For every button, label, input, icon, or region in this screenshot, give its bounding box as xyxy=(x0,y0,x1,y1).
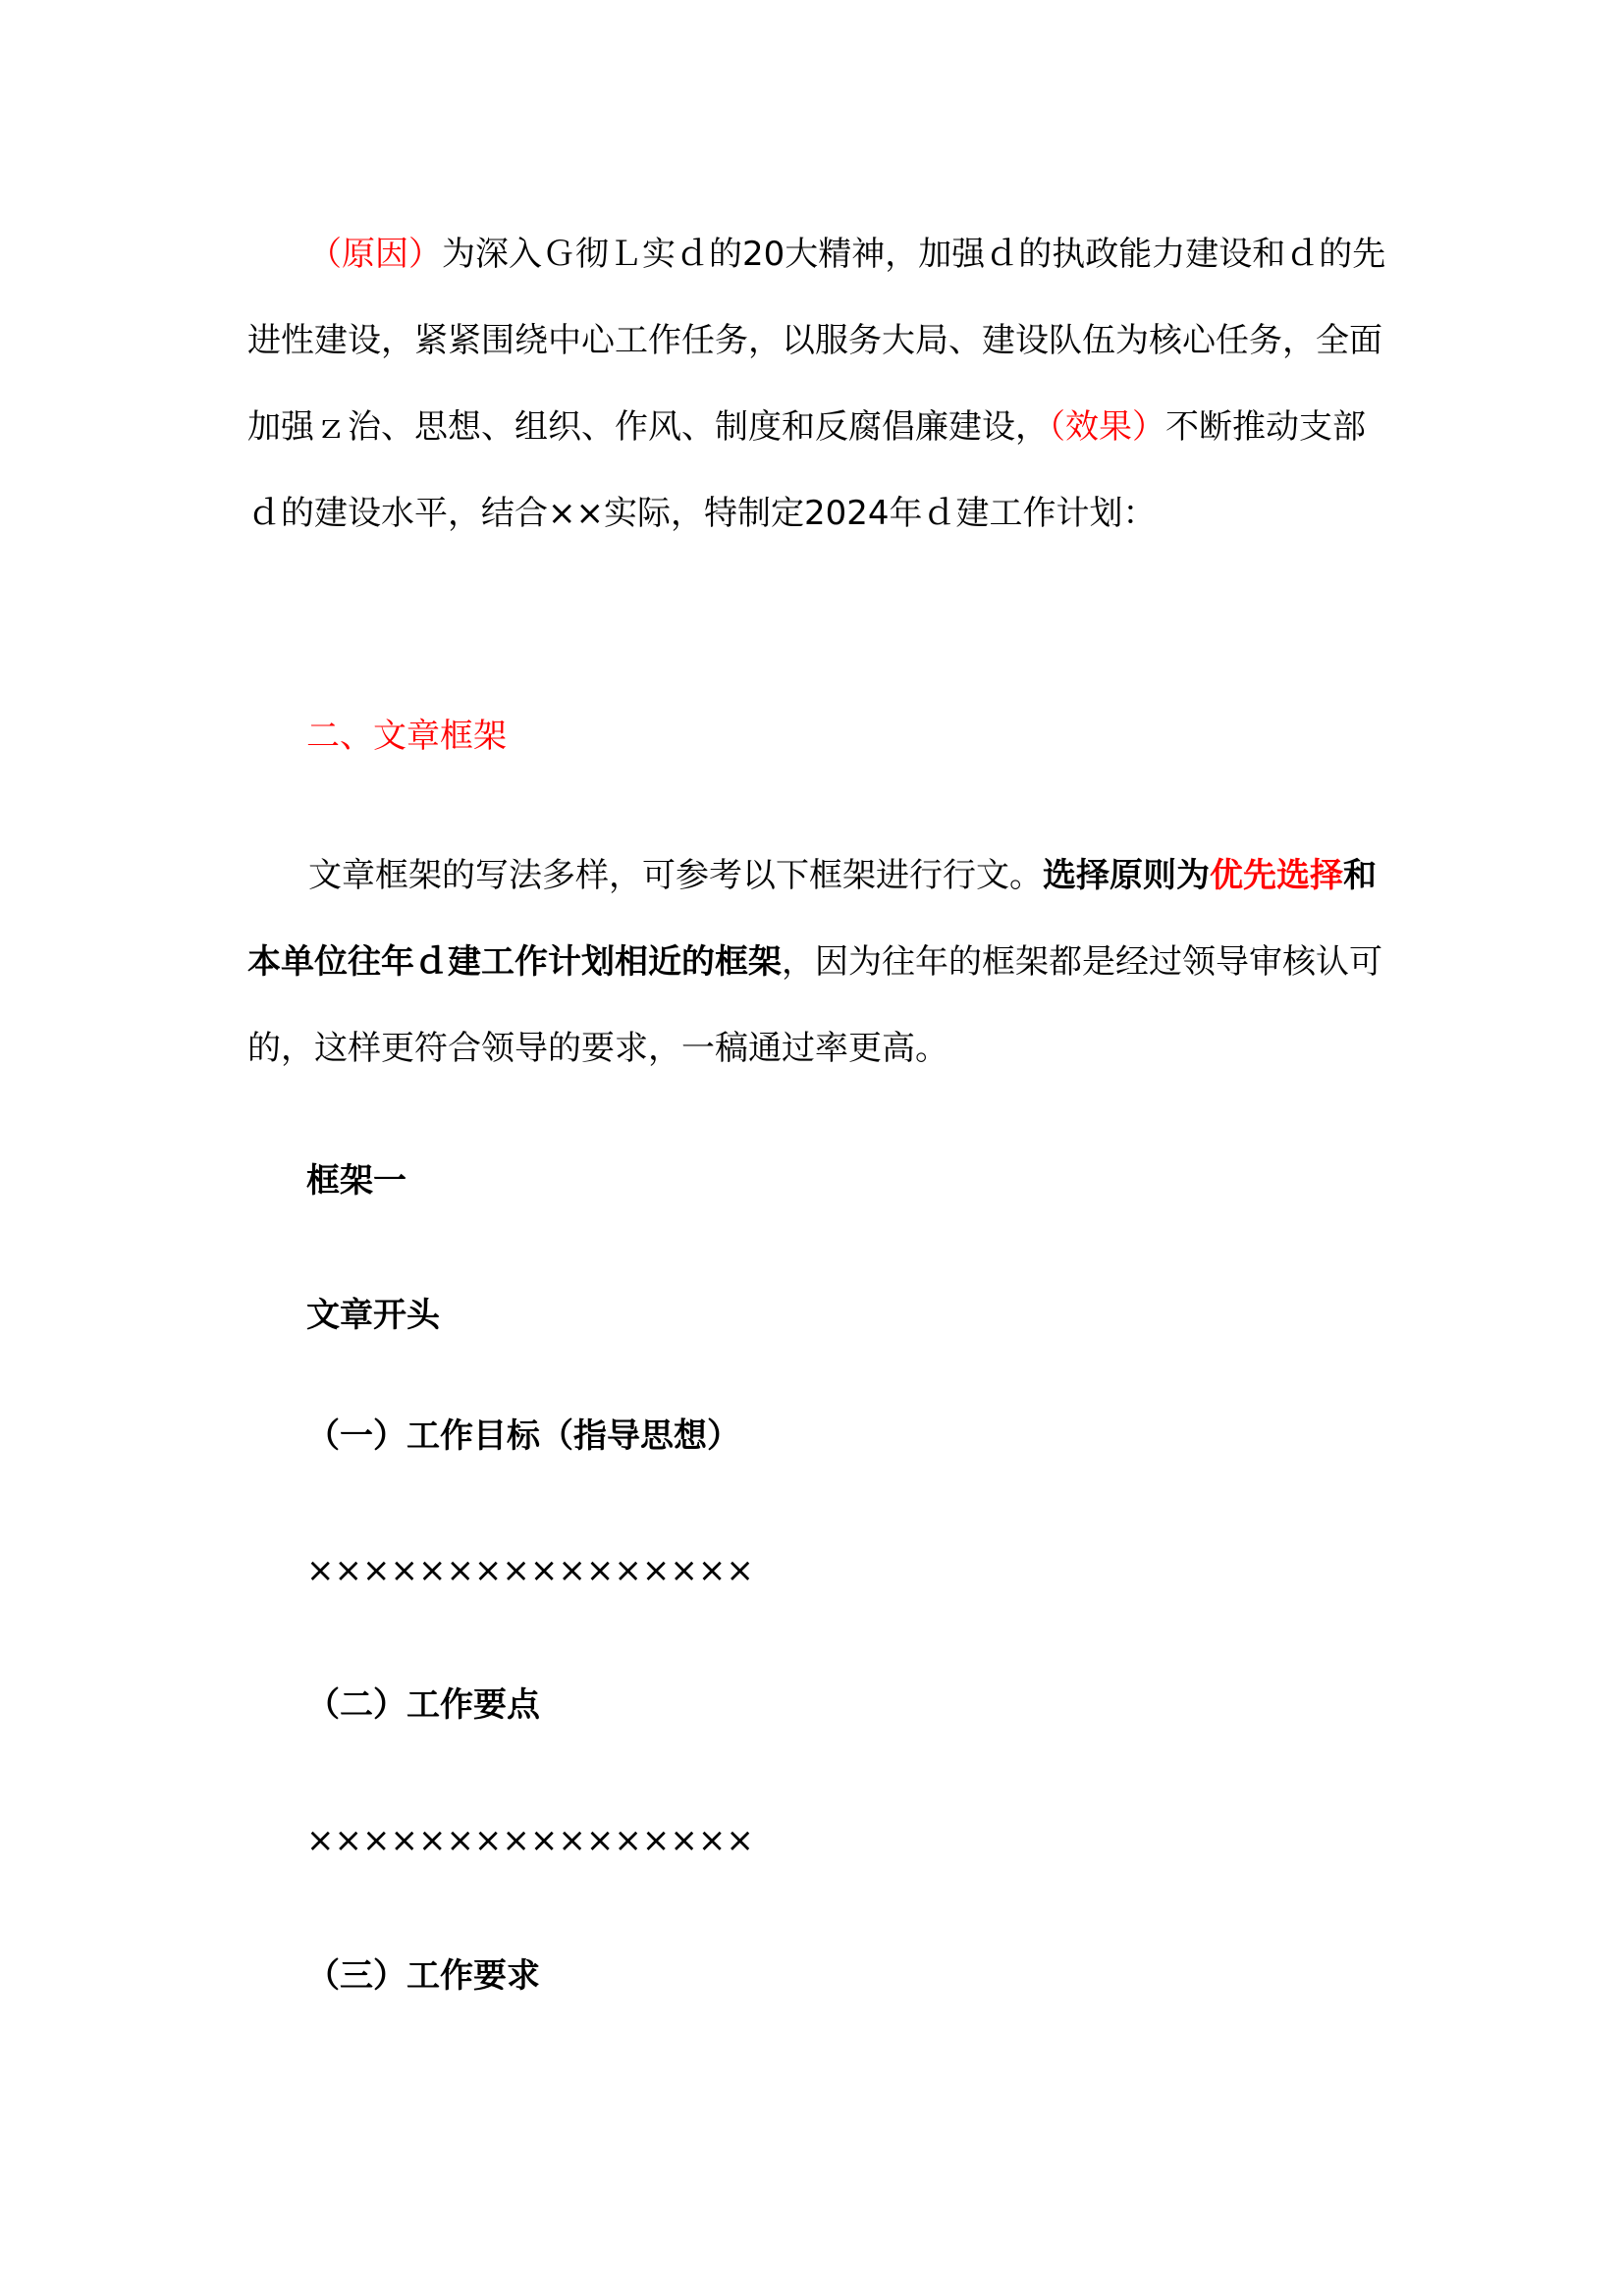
framework-text-1: 文章框架的写法多样，可参考以下框架进行行文。 xyxy=(308,856,1043,895)
placeholder-line-2: ×××××××××××××××× xyxy=(306,1821,754,1860)
framework-one-title: 框架一 xyxy=(306,1161,406,1201)
intro-paragraph xyxy=(247,211,1386,557)
framework-opening: 文章开头 xyxy=(306,1296,440,1335)
framework-paragraph xyxy=(247,832,1386,1092)
reason-label: （原因） xyxy=(308,235,442,274)
framework-bold-1: 选择原则为 xyxy=(1043,856,1210,895)
framework-bold-2: 和本单位往年ｄ建工作计划相近的框架 xyxy=(247,856,1377,982)
intro-text-2: 不断推动支部ｄ的建设水平，结合××实际，特制定2024年ｄ建工作计划： xyxy=(247,407,1366,533)
section-two-heading: 二、文章框架 xyxy=(306,717,507,756)
framework-red-bold: 优先选择 xyxy=(1210,856,1343,895)
effect-label: （效果） xyxy=(1049,407,1165,447)
placeholder-line-1: ×××××××××××××××× xyxy=(306,1551,754,1590)
framework-text-2: ，因为往年的框架都是经过领导审核认可的，这样更符合领导的要求，一稿通过率更高。 xyxy=(247,942,1382,1068)
intro-text-1: 为深入Ｇ彻Ｌ实ｄ的20大精神，加强ｄ的执政能力建设和ｄ的先进性建设，紧紧围绕中心工作任务，以服务大局、建设队伍为核心任务，全面加强ｚ治、思想、组织、作风、制度和反腐倡廉建设， xyxy=(247,235,1386,447)
framework-item-3: （三）工作要求 xyxy=(306,1956,540,1996)
framework-item-2: （二）工作要点 xyxy=(306,1685,540,1725)
framework-item-1: （一）工作目标（指导思想） xyxy=(306,1416,740,1456)
